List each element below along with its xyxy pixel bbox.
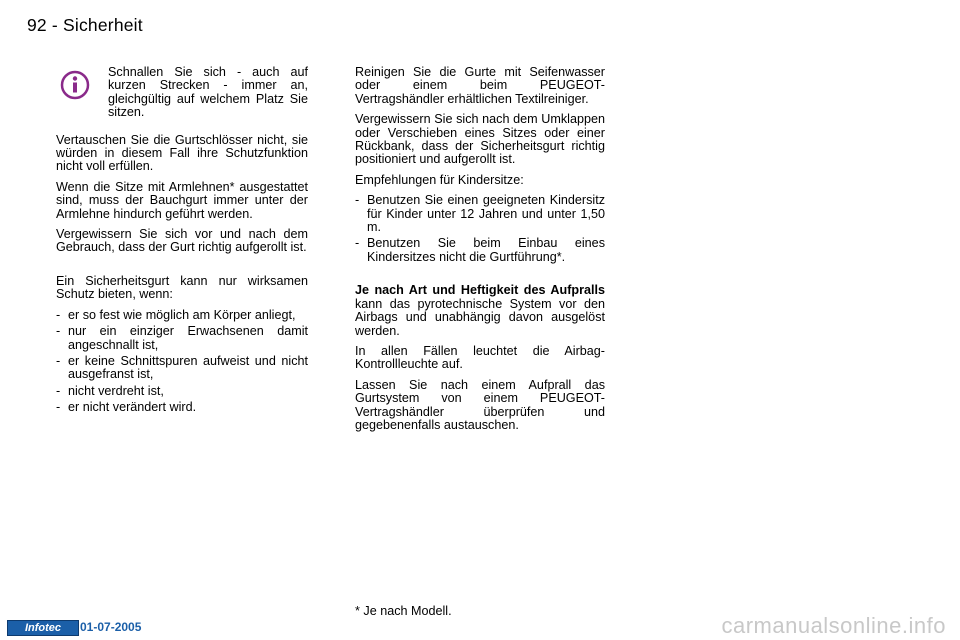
infotec-logo: Infotec xyxy=(7,620,79,636)
paragraph: Wenn die Sitze mit Armlehnen* ausgestattet sind, muss der Bauchgurt immer unter der Armlehne hindurch geführt werden. xyxy=(56,179,308,221)
right-column xyxy=(355,66,605,439)
list-item: - er keine Schnittspuren aufweist und nicht ausgefranst ist, xyxy=(56,353,308,382)
list-item: - Benutzen Sie beim Einbau eines Kindersitzes nicht die Gurtführung*. xyxy=(355,236,605,264)
footnote: * Je nach Modell. xyxy=(355,604,452,618)
paragraph: Empfehlungen für Kindersitze: xyxy=(355,172,524,187)
airbag-paragraph: Je nach Art und Heftigkeit des Aufpralls kann das pyrotechnische System vor den Airbags und unabhängig davon ausgelöst werden. xyxy=(355,283,605,338)
paragraph: Vertauschen Sie die Gurtschlösser nicht, sie würden in diesem Fall ihre Schutzfunktion nicht voll erfüllen. xyxy=(56,132,308,174)
paragraph: In allen Fällen leuchtet die Airbag-Kontrollleuchte auf. xyxy=(355,343,605,372)
paragraph: Vergewissern Sie sich vor und nach dem Gebrauch, dass der Gurt richtig aufgerollt ist. xyxy=(56,227,308,255)
info-icon xyxy=(60,70,90,100)
list-item: - er nicht verändert wird. xyxy=(56,400,197,415)
left-column xyxy=(56,66,308,422)
page-title: 92 - Sicherheit xyxy=(27,15,143,35)
paragraph: Vergewissern Sie sich nach dem Umklappen oder Verschieben eines Sitzes oder einer Rückbank, dass der Sicherheitsgurt richtig positioniert und aufgerollt ist. xyxy=(355,112,605,167)
footer-date: 01-07-2005 xyxy=(80,620,142,634)
info-note xyxy=(56,66,308,127)
list-item: - Benutzen Sie einen geeigneten Kindersitz für Kinder unter 12 Jahren und unter 1,50 m. xyxy=(355,193,605,235)
paragraph: Lassen Sie nach einem Aufprall das Gurtsystem von einem PEUGEOT-Vertragshändler überprüfen und gegebenenfalls austauschen. xyxy=(355,377,605,432)
list-item: - nicht verdreht ist, xyxy=(56,383,164,398)
paragraph: Reinigen Sie die Gurte mit Seifenwasser oder einem beim PEUGEOT-Vertragshändler erhältlichen Textilreiniger. xyxy=(355,65,605,106)
list-intro: Ein Sicherheitsgurt kann nur wirksamen Schutz bieten, wenn: xyxy=(56,273,308,302)
watermark: carmanualsonline.info xyxy=(721,613,946,638)
condition-list xyxy=(56,309,308,415)
info-text: Schnallen Sie sich - auch auf kurzen Strecken - immer an, gleichgültig auf welchem Platz Sie sitzen. xyxy=(108,65,308,120)
child-seat-list xyxy=(355,194,605,264)
bold-lead: Je nach Art und Heftigkeit des Aufpralls xyxy=(355,283,605,298)
list-item: - nur ein einziger Erwachsenen damit angeschnallt ist, xyxy=(56,324,308,352)
list-item: - er so fest wie möglich am Körper anliegt, xyxy=(56,307,296,322)
